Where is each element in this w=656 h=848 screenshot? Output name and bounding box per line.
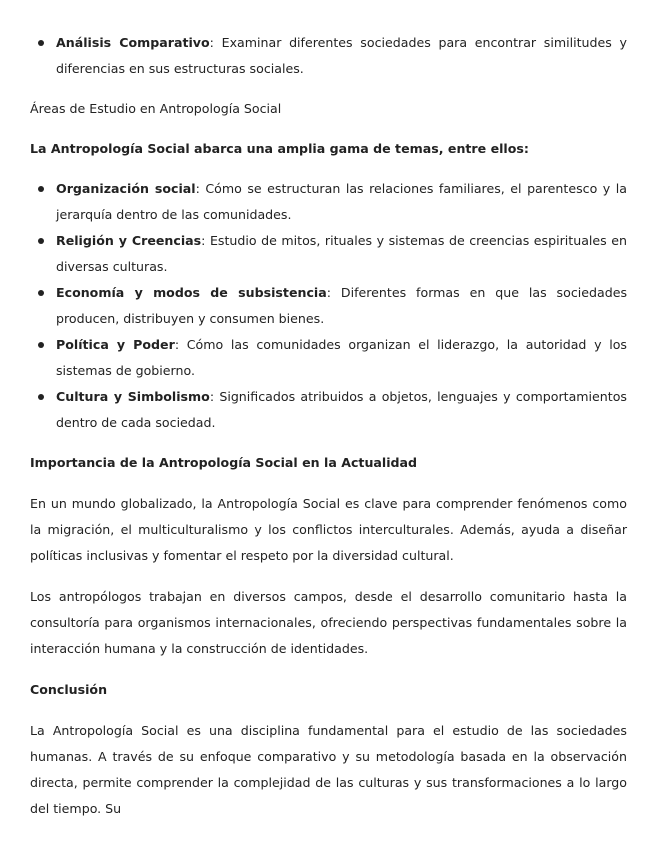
item-text: : Cómo se estructuran las relaciones familiares, el parentesco y la jerarquía dentro de las comunidades. — [56, 181, 627, 222]
item-term: Organización social — [56, 181, 196, 196]
top-bullet-list — [30, 30, 627, 82]
list-item — [56, 384, 627, 436]
importance-heading — [30, 450, 627, 476]
intro-bold: La Antropología Social abarca una amplia gama de temas, entre ellos: — [30, 141, 529, 156]
list-item — [56, 332, 627, 384]
item-term: Economía y modos de subsistencia — [56, 285, 327, 300]
item-term: Religión y Creencias — [56, 233, 202, 248]
list-item — [56, 176, 627, 228]
list-item — [56, 228, 627, 280]
list-item — [56, 30, 627, 82]
item-text: : Significados atribuidos a objetos, lenguajes y comportamientos dentro de cada sociedad. — [56, 389, 627, 430]
item-text: : Cómo las comunidades organizan el liderazgo, la autoridad y los sistemas de gobierno. — [56, 337, 627, 378]
item-text: : Diferentes formas en que las sociedades producen, distribuyen y consumen bienes. — [56, 285, 628, 326]
list-item — [56, 280, 627, 332]
section-heading: Áreas de Estudio en Antropología Social — [30, 101, 282, 116]
item-term: Análisis Comparativo — [56, 35, 210, 50]
paragraph-1: En un mundo globalizado, la Antropología Social es clave para comprender fenómenos como la migración, el multiculturalismo y los conflictos interculturales. Además, ayuda a diseñar políticas inclusivas y fomentar el respeto por la diversidad cultural. — [30, 496, 627, 563]
item-term: Cultura y Simbolismo — [56, 389, 210, 404]
item-text: : Examinar diferentes sociedades para encontrar similitudes y diferencias en sus estructuras sociales. — [56, 35, 627, 76]
item-term: Política y Poder — [56, 337, 175, 352]
conclusion-heading — [30, 677, 627, 703]
topics-list — [30, 176, 627, 436]
intro-text — [30, 136, 627, 162]
conclusion-paragraph: La Antropología Social es una disciplina fundamental para el estudio de las sociedades humanas. A través de su enfoque comparativo y su metodología basada en la observación directa, permite comprender la complejidad de las culturas y sus transformaciones a lo largo del tiempo. Su — [30, 723, 627, 816]
item-text: : Estudio de mitos, rituales y sistemas de creencias espirituales en diversas culturas. — [56, 233, 627, 274]
conclusion-heading-text: Conclusión — [30, 682, 108, 697]
importance-heading-text: Importancia de la Antropología Social en la Actualidad — [30, 455, 418, 470]
paragraph-2: Los antropólogos trabajan en diversos campos, desde el desarrollo comunitario hasta la consultoría para organismos internacionales, ofreciendo perspectivas fundamentales sobre la interacción humana y la construcción de identidades. — [30, 589, 627, 656]
